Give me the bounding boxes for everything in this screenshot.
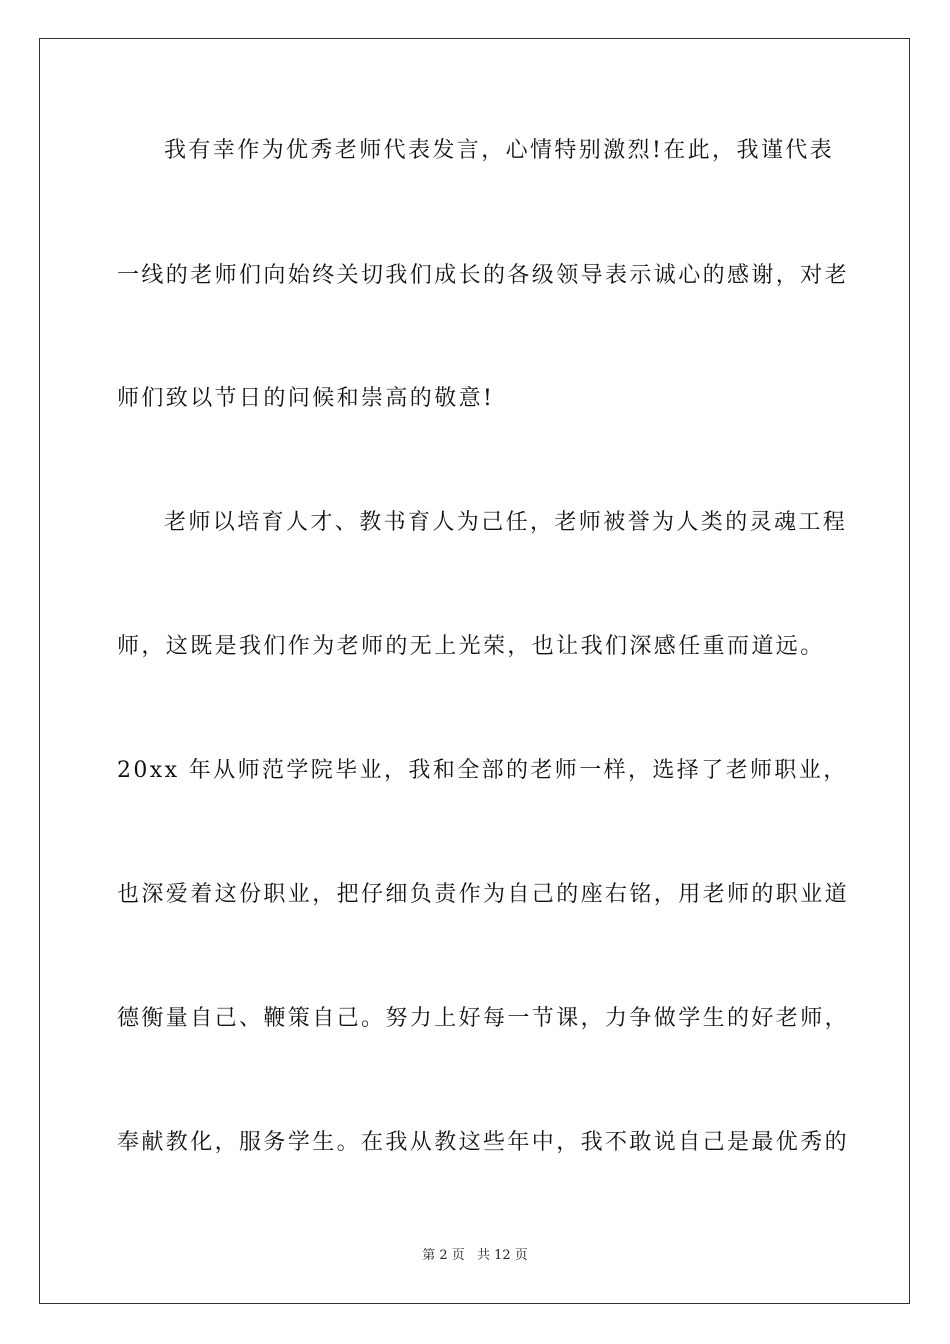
text-line: 奉献教化，服务学生。在我从教这些年中，我不敢说自己是最优秀的	[117, 1130, 850, 1155]
text-line: 师们致以节日的问候和崇高的敬意!	[117, 386, 495, 411]
text-line: 一线的老师们向始终关切我们成长的各级领导表示诚心的感谢，对老	[117, 263, 850, 288]
text-line: 老师以培育人才、教书育人为己任，老师被誉为人类的灵魂工程	[164, 510, 848, 535]
text-line: 我有幸作为优秀老师代表发言，心情特别激烈!在此，我谨代表	[164, 138, 835, 163]
page-footer	[0, 1247, 950, 1265]
page-total: 共 12 页	[476, 1248, 528, 1263]
text-line: 20xx 年从师范学院毕业，我和全部的老师一样，选择了老师职业，	[117, 758, 848, 783]
text-line: 师，这既是我们作为老师的无上光荣，也让我们深感任重而道远。	[117, 634, 825, 659]
text-line: 也深爱着这份职业，把仔细负责作为自己的座右铭，用老师的职业道	[117, 882, 850, 907]
page-number: 第 2 页	[422, 1248, 465, 1263]
text-line: 德衡量自己、鞭策自己。努力上好每一节课，力争做学生的好老师，	[117, 1006, 850, 1031]
page-border	[39, 38, 910, 1304]
